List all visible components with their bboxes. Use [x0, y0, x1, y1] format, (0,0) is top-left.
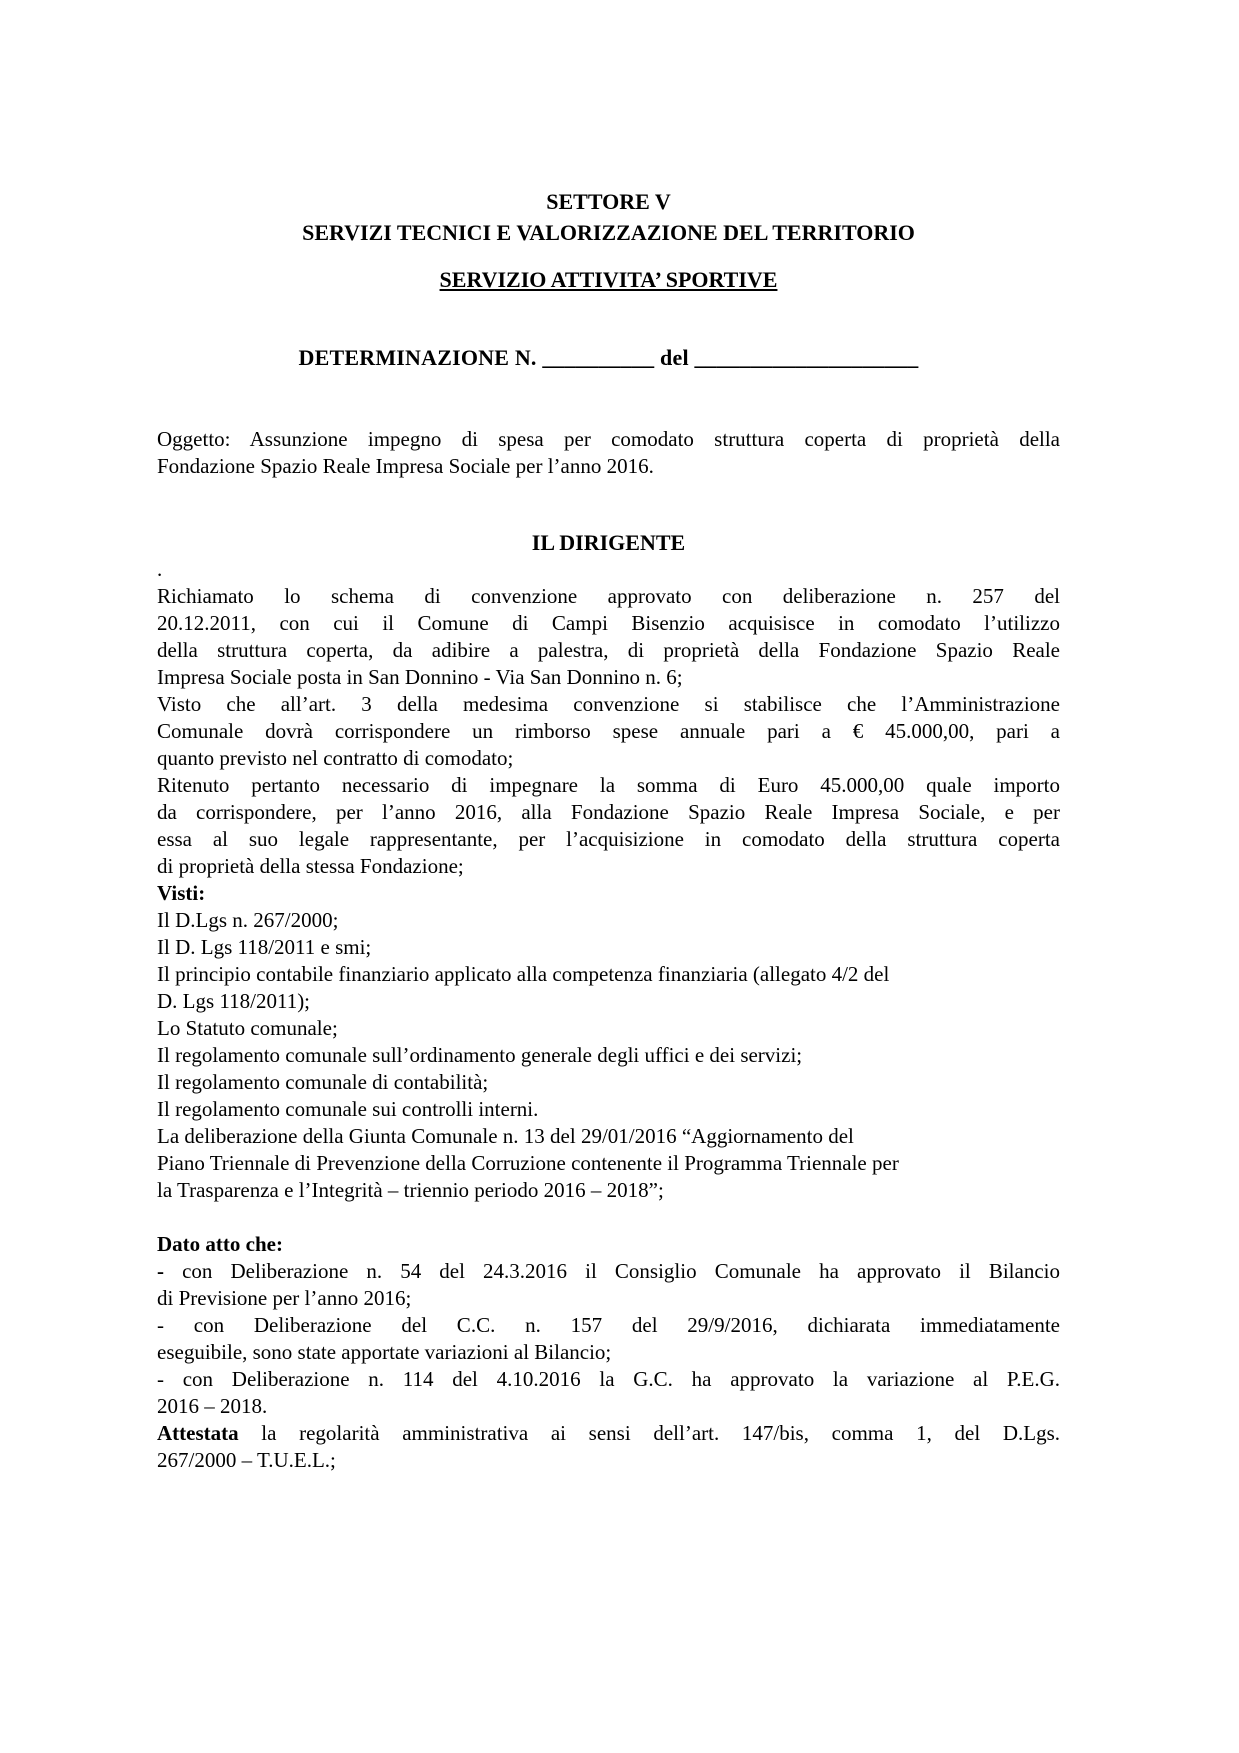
- body-line: [157, 772, 1060, 799]
- subject-paragraph: [157, 426, 1060, 480]
- body-line-text: - con Deliberazione del C.C. n. 157 del 29/9/2016, dichiarata immediatamente: [157, 1313, 1060, 1337]
- body-line: [157, 745, 1060, 772]
- body-line: [157, 556, 1060, 583]
- body-line: [157, 1150, 1060, 1177]
- body-line-text: .: [157, 557, 163, 581]
- subject-line: [157, 426, 1060, 453]
- service-title: [157, 266, 1060, 293]
- body-line: [157, 1312, 1060, 1339]
- body-line-text: 2016 – 2018.: [157, 1394, 268, 1418]
- body-line-text: la regolarità amministrativa ai sensi dell’art. 147/bis, comma 1, del D.Lgs.: [238, 1421, 1060, 1445]
- body-line-text: Piano Triennale di Prevenzione della Corruzione contenente il Programma Triennale per: [157, 1151, 899, 1175]
- body-line: [157, 1420, 1060, 1447]
- body-line: [157, 664, 1060, 691]
- body-line: [157, 1015, 1060, 1042]
- body-line: [157, 1393, 1060, 1420]
- body-line-text: eseguibile, sono state apportate variazioni al Bilancio;: [157, 1340, 612, 1364]
- body-line: [157, 853, 1060, 880]
- body-line-text: 20.12.2011, con cui il Comune di Campi Bisenzio acquisisce in comodato l’utilizzo: [157, 611, 1060, 635]
- body-line: [157, 799, 1060, 826]
- body-line-text: quanto previsto nel contratto di comodato;: [157, 746, 514, 770]
- determination-label: DETERMINAZIONE N.: [298, 345, 537, 370]
- body-line: [157, 1366, 1060, 1393]
- body-line-text: Il regolamento comunale di contabilità;: [157, 1070, 489, 1094]
- body-line: [157, 1069, 1060, 1096]
- subject-line: [157, 453, 1060, 480]
- body-line: [157, 691, 1060, 718]
- determination-line: [157, 344, 1060, 371]
- body-line: [157, 1042, 1060, 1069]
- body-line-text: La deliberazione della Giunta Comunale n. 13 del 29/01/2016 “Aggiornamento del: [157, 1124, 854, 1148]
- body-line: [157, 610, 1060, 637]
- body-line-text: Il principio contabile finanziario applicato alla competenza finanziaria (allegato 4/2 del: [157, 962, 890, 986]
- body-line-text: Visto che all’art. 3 della medesima convenzione si stabilisce che l’Amministrazione: [157, 692, 1060, 716]
- body-line-bold-text: Dato atto che:: [157, 1232, 283, 1256]
- body-line-bold-text: -: [157, 1259, 164, 1283]
- subject-line-text: Fondazione Spazio Reale Impresa Sociale per l’anno 2016.: [157, 454, 654, 478]
- body-line: [157, 1123, 1060, 1150]
- body-line-text: Comunale dovrà corrispondere un rimborso spese annuale pari a € 45.000,00, pari a: [157, 719, 1060, 743]
- body-line: [157, 637, 1060, 664]
- body-line-text: da corrispondere, per l’anno 2016, alla Fondazione Spazio Reale Impresa Sociale, e per: [157, 800, 1060, 824]
- service-title-text: SERVIZIO ATTIVITA’ SPORTIVE: [439, 267, 778, 292]
- body-line-text: Ritenuto pertanto necessario di impegnare la somma di Euro 45.000,00 quale importo: [157, 773, 1060, 797]
- body-line: [157, 880, 1060, 907]
- subject-line-text: Oggetto: Assunzione impegno di spesa per comodato struttura coperta di proprietà della: [157, 427, 1060, 451]
- body-line: [157, 907, 1060, 934]
- document-body: [157, 556, 1060, 1474]
- body-line-text: Richiamato lo schema di convenzione approvato con deliberazione n. 257 del: [157, 584, 1060, 608]
- determination-del-label: del: [660, 345, 689, 370]
- document-content: [157, 0, 1060, 1474]
- body-line: [157, 1258, 1060, 1285]
- determination-date-blank: ____________________: [694, 345, 919, 370]
- body-line-text: Il D. Lgs 118/2011 e smi;: [157, 935, 372, 959]
- body-line: [157, 1285, 1060, 1312]
- sector-title: SETTORE V: [546, 189, 671, 214]
- body-line: [157, 961, 1060, 988]
- body-line-text: Il regolamento comunale sull’ordinamento generale degli uffici e dei servizi;: [157, 1043, 803, 1067]
- body-line-text: Impresa Sociale posta in San Donnino - Via San Donnino n. 6;: [157, 665, 683, 689]
- body-line-text: della struttura coperta, da adibire a palestra, di proprietà della Fondazione Spazio Reale: [157, 638, 1060, 662]
- body-line-bold-text: Visti:: [157, 881, 206, 905]
- body-line: [157, 1177, 1060, 1204]
- body-line: [157, 583, 1060, 610]
- body-line-text: di proprietà della stessa Fondazione;: [157, 854, 464, 878]
- body-line: [157, 1447, 1060, 1474]
- body-line-text: - con Deliberazione n. 114 del 4.10.2016 la G.C. ha approvato la variazione al P.E.G.: [157, 1367, 1060, 1391]
- body-line-text: con Deliberazione n. 54 del 24.3.2016 il Consiglio Comunale ha approvato il Bilancio: [164, 1259, 1060, 1283]
- body-line-text: D. Lgs 118/2011);: [157, 989, 311, 1013]
- body-line-text: essa al suo legale rappresentante, per l’acquisizione in comodato della struttura coperta: [157, 827, 1060, 851]
- body-line-text: Lo Statuto comunale;: [157, 1016, 338, 1040]
- body-line: [157, 1204, 1060, 1231]
- body-line: [157, 934, 1060, 961]
- department-title: SERVIZI TECNICI E VALORIZZAZIONE DEL TERRITORIO: [302, 220, 915, 245]
- body-line-bold-text: Attestata: [157, 1421, 239, 1445]
- determination-number-blank: __________: [542, 345, 655, 370]
- body-line: [157, 718, 1060, 745]
- body-line: [157, 826, 1060, 853]
- body-line-text: la Trasparenza e l’Integrità – triennio periodo 2016 – 2018”;: [157, 1178, 664, 1202]
- body-line-text: di Previsione per l’anno 2016;: [157, 1286, 412, 1310]
- body-line: [157, 1339, 1060, 1366]
- body-line: [157, 988, 1060, 1015]
- body-line-text: Il D.Lgs n. 267/2000;: [157, 908, 339, 932]
- body-line-text: 267/2000 – T.U.E.L.;: [157, 1448, 336, 1472]
- document-header: [157, 0, 1060, 371]
- section-heading: IL DIRIGENTE: [531, 530, 686, 555]
- body-line: [157, 1096, 1060, 1123]
- body-line: [157, 1231, 1060, 1258]
- body-line-text: Il regolamento comunale sui controlli interni.: [157, 1097, 539, 1121]
